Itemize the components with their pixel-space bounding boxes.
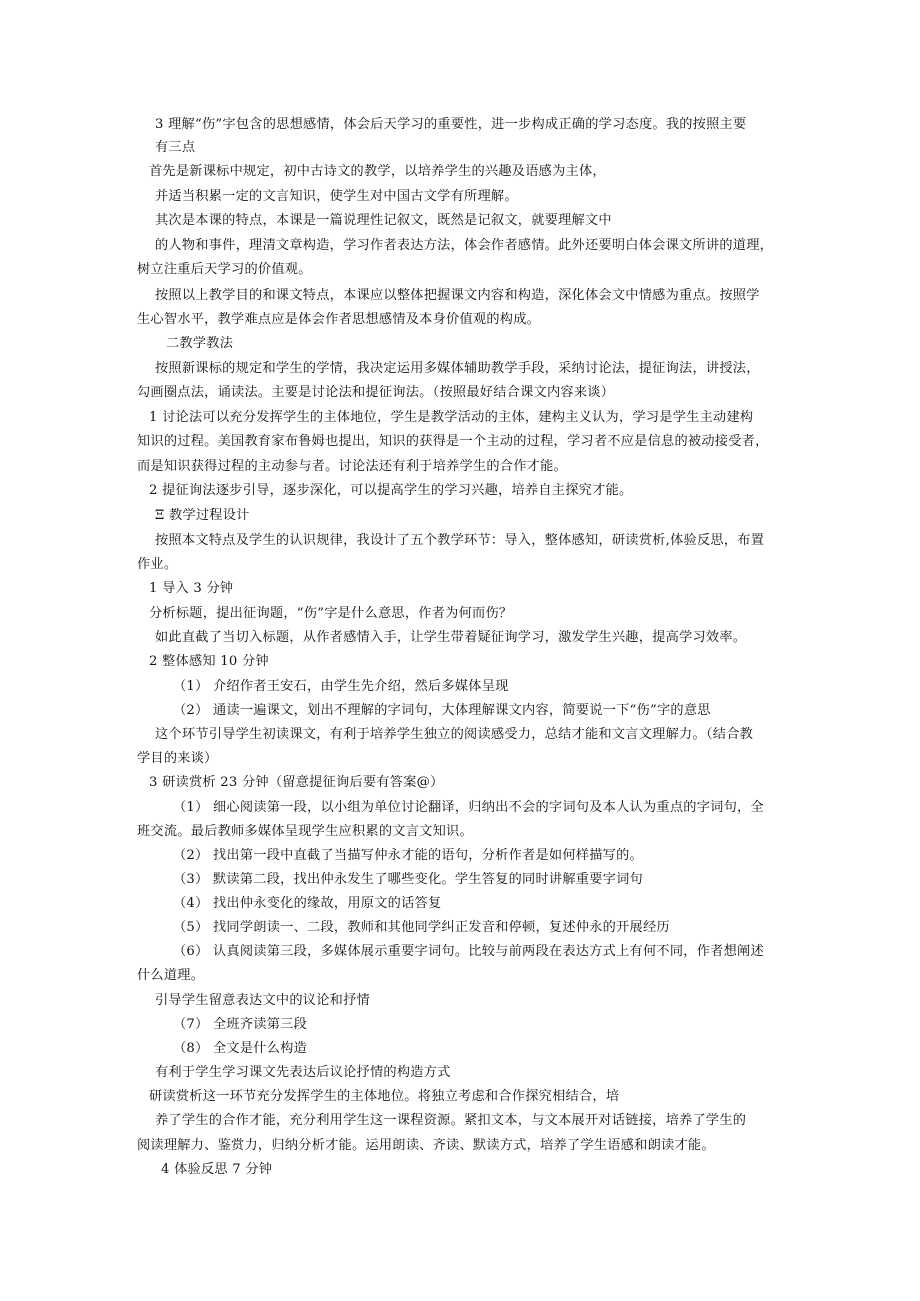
list-item: （3） 默读第二段，找出仲永发生了哪些变化。学生答复的同时讲解重要字词句: [173, 872, 643, 887]
text-line: 按照以上教学目的和课文特点，本课应以整体把握课文内容和构造，深化体会文中情感为重点。按照学: [155, 288, 760, 303]
text-line: 按照本文特点及学生的认识规律，我设计了五个教学环节：导入，整体感知，研读赏析,体验反思，布置: [155, 533, 765, 548]
text-line: 分析标题，提出征询题，“伤”字是什么意思，作者为何而伤？: [149, 606, 513, 621]
text-line: 知识的过程。美国教育家布鲁姆也提出，知识的获得是一个主动的过程，学习者不应是信息的被动接受者，: [137, 434, 769, 449]
step-heading: 4 体验反思 7 分钟: [161, 1162, 273, 1177]
list-item: （2） 找出第一段中直截了当描写仲永才能的语句，分析作者是如何样描写的。: [173, 848, 643, 863]
section-heading: 二教学教法: [166, 336, 234, 351]
text-line: 班交流。最后教师多媒体呈现学生应积累的文言文知识。: [137, 824, 473, 839]
list-item: （6） 认真阅读第三段，多媒体展示重要字词句。比较与前两段在表达方式上有何不同，作者想阐述: [173, 944, 764, 959]
text-line: 养了学生的合作才能，充分利用学生这一课程资源。紧扣文本，与文本展开对话链接，培养了学生的: [155, 1113, 747, 1128]
text-line: 这个环节引导学生初读课文，有利于培养学生独立的阅读感受力，总结才能和文言文理解力。（结合教: [155, 727, 754, 742]
list-item: （7） 全班齐读第三段: [173, 1017, 308, 1032]
text-line: 学目的来谈）: [137, 751, 218, 766]
text-line: 而是知识获得过程的主动参与者。讨论法还有利于培养学生的合作才能。: [137, 459, 567, 474]
list-item: （1） 细心阅读第一段，以小组为单位讨论翻译，归纳出不会的字词句及本人认为重点的字词句，全: [173, 800, 764, 815]
text-line: 并适当积累一定的文言知识，使学生对中国古文学有所理解。: [155, 189, 518, 204]
text-line: 首先是新课标中规定，初中古诗文的教学，以培养学生的兴趣及语感为主体，: [149, 164, 606, 179]
list-item: （5） 找同学朗读一、二段，教师和其他同学纠正发音和停顿，复述仲永的开展经历: [173, 920, 670, 935]
text-line: 按照新课标的规定和学生的学情，我决定运用多媒体辅助教学手段，采纳讨论法，提征询法，讲授法，: [155, 361, 760, 376]
text-line: 3 理解“伤”字包含的思想感情，体会后天学习的重要性，进一步构成正确的学习态度。我的按照主要: [155, 117, 747, 132]
text-line: 2 提征询法逐步引导，逐步深化，可以提高学生的学习兴趣，培养自主探究才能。: [149, 483, 633, 498]
text-line: 有利于学生学习课文先表达后议论抒情的构造方式: [155, 1065, 451, 1080]
text-line: 引导学生留意表达文中的议论和抒情: [155, 993, 370, 1008]
text-line: 研读赏析这一环节充分发挥学生的主体地位。将独立考虑和合作探究相结合，培: [149, 1089, 620, 1104]
text-line: 1 讨论法可以充分发挥学生的主体地位，学生是教学活动的主体，建构主义认为，学习是学生主动建构: [149, 410, 754, 425]
text-line: 树立注重后天学习的价值观。: [137, 262, 312, 277]
step-heading: 1 导入 3 分钟: [149, 581, 234, 596]
text-line: 什么道理。: [137, 968, 205, 983]
list-item: （4） 找出仲永变化的缘故，用原文的话答复: [173, 896, 442, 911]
text-line: 勾画圈点法，诵读法。主要是讨论法和提征询法。（按照最好结合课文内容来谈）: [137, 385, 615, 400]
list-item: （1） 介绍作者王安石，由学生先介绍，然后多媒体呈现: [173, 679, 509, 694]
text-line: 如此直截了当切入标题，从作者感情入手，让学生带着疑征询学习，激发学生兴趣，提高学习效率。: [155, 630, 747, 645]
step-heading: 3 研读赏析 23 分钟（留意提征询后要有答案@）: [149, 775, 444, 790]
section-heading: Ξ 教学过程设计: [155, 508, 250, 523]
text-line: 有三点: [155, 140, 196, 155]
text-line: 生心智水平，教学难点应是体会作者思想感情及本身价值观的构成。: [137, 312, 541, 327]
text-line: 的人物和事件，理清文章构造，学习作者表达方法，体会作者感情。此外还要明白体会课文所讲的道理，: [155, 238, 774, 253]
list-item: （8） 全文是什么构造: [173, 1041, 308, 1056]
text-line: 阅读理解力、鉴赏力，归纳分析才能。运用朗读、齐读、默读方式，培养了学生语感和朗读才能。: [137, 1138, 715, 1153]
step-heading: 2 整体感知 10 分钟: [149, 654, 269, 669]
list-item: （2） 通读一遍课文，划出不理解的字词句，大体理解课文内容，简要说一下“伤”字的意思: [173, 703, 711, 718]
text-line: 作业。: [137, 557, 178, 572]
text-line: 其次是本课的特点，本课是一篇说理性记叙文，既然是记叙文，就要理解文中: [155, 213, 612, 228]
